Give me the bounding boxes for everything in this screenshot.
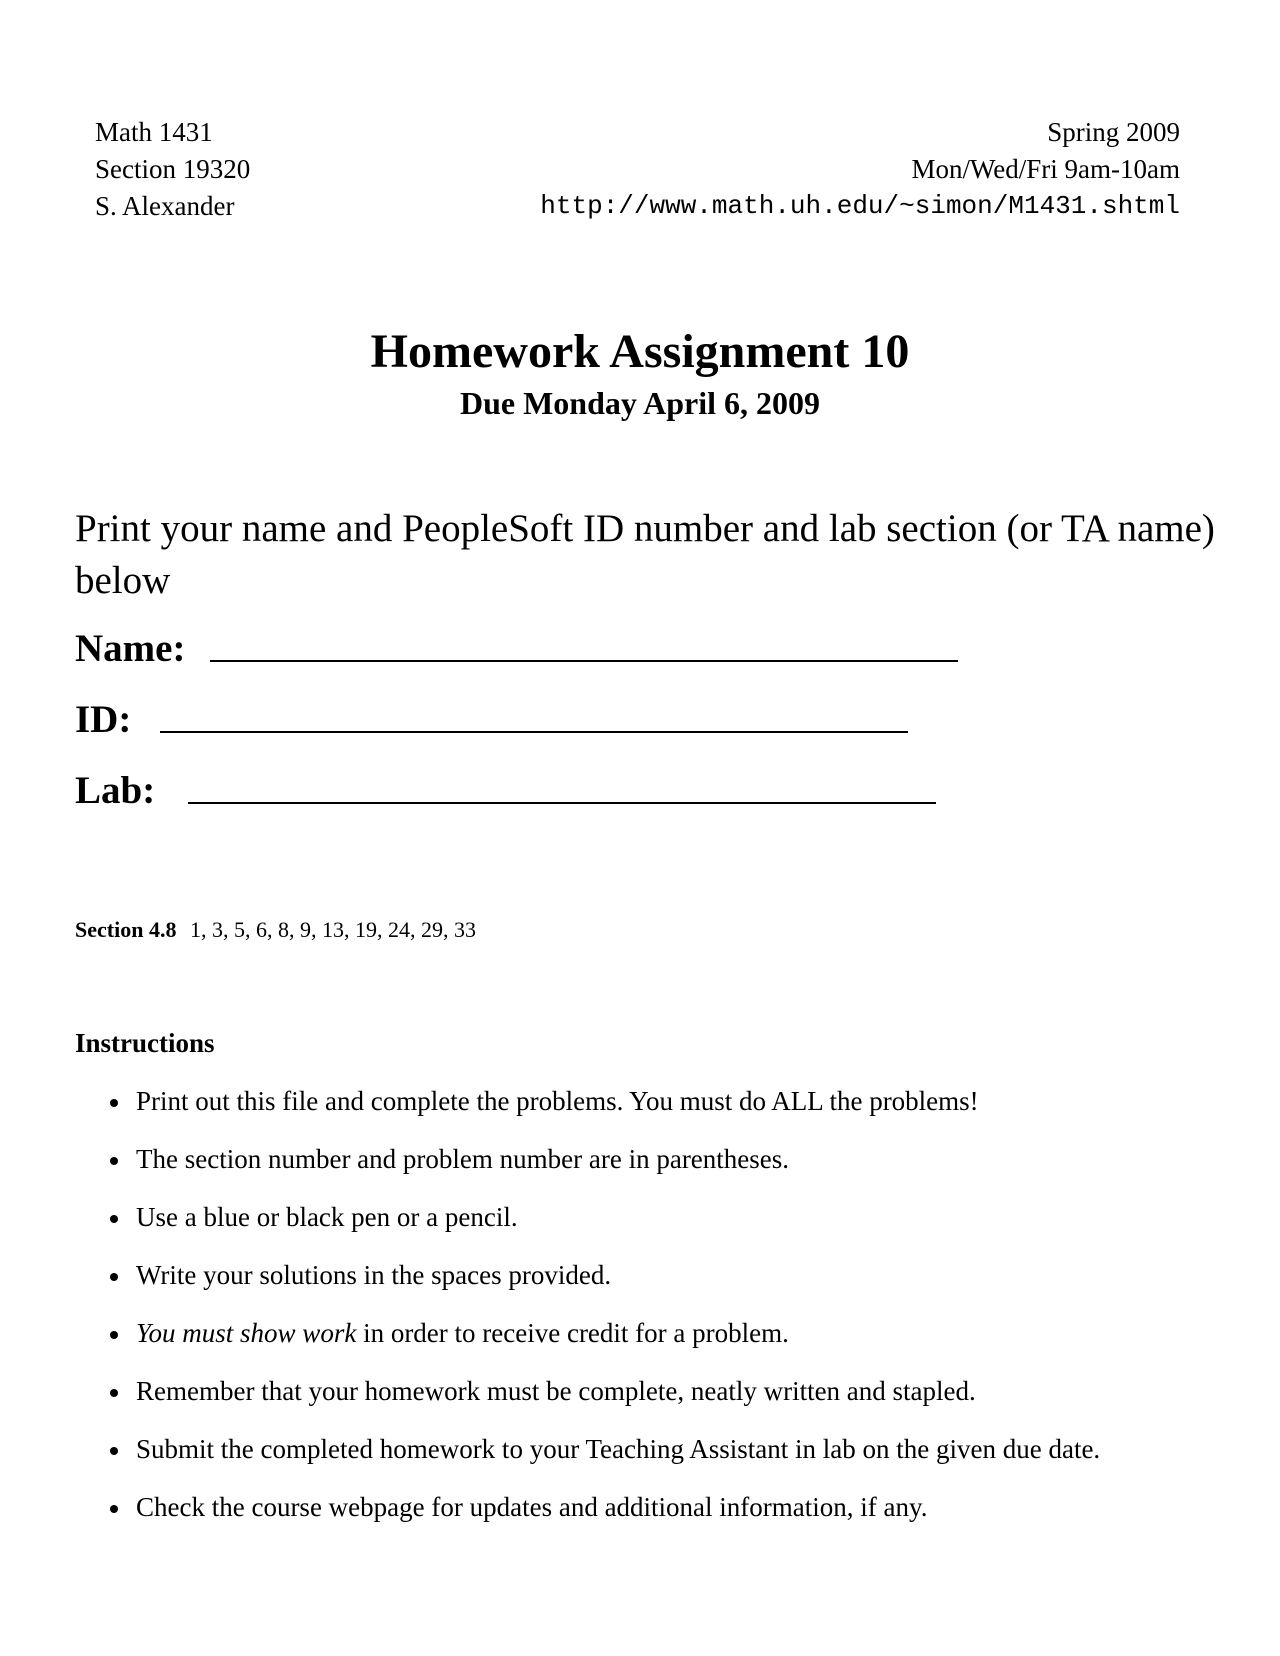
page-title: Homework Assignment 10	[370, 325, 910, 378]
list-item: Write your solutions in the spaces provided.	[108, 1257, 1100, 1315]
instruction-prompt: Print your name and PeopleSoft ID number and lab section (or TA name) below	[75, 507, 1215, 602]
bullet-icon	[110, 1389, 118, 1397]
bullet-icon	[110, 1099, 118, 1107]
id-blank-line	[160, 731, 908, 733]
name-blank-line	[210, 660, 958, 662]
term: Spring 2009	[1047, 117, 1180, 147]
bullet-icon	[110, 1215, 118, 1223]
bullet-icon	[110, 1331, 118, 1339]
list-item: Print out this file and complete the problems. You must do ALL the problems!	[108, 1083, 1100, 1141]
course-section: Section 19320	[95, 154, 251, 184]
instructions-heading: Instructions	[75, 1028, 215, 1058]
emphasis-text: You must show work	[136, 1318, 357, 1348]
course-number: Math 1431	[95, 117, 213, 147]
bullet-icon	[110, 1157, 118, 1165]
name-label: Name:	[75, 627, 186, 670]
schedule: Mon/Wed/Fri 9am-10am	[911, 154, 1180, 184]
bullet-icon	[110, 1273, 118, 1281]
bullet-icon	[110, 1447, 118, 1455]
instructor-name: S. Alexander	[95, 191, 235, 221]
bullet-icon	[110, 1505, 118, 1513]
list-item: Use a blue or black pen or a pencil.	[108, 1199, 1100, 1257]
due-date: Due Monday April 6, 2009	[459, 385, 821, 421]
term-info	[540, 114, 1180, 225]
problem-list: 1, 3, 5, 6, 8, 9, 13, 19, 24, 29, 33	[189, 917, 476, 942]
course-url: http://www.math.uh.edu/~simon/M1431.shtml	[540, 191, 1180, 221]
section-label: Section 4.8	[75, 917, 177, 942]
list-item: You must show work in order to receive credit for a problem.	[108, 1315, 1100, 1373]
assigned-problems	[75, 915, 476, 945]
list-item: Check the course webpage for updates and additional information, if any.	[108, 1489, 1100, 1547]
list-item: Submit the completed homework to your Teaching Assistant in lab on the given due date.	[108, 1431, 1100, 1489]
course-info	[95, 114, 250, 225]
lab-blank-line	[188, 802, 936, 804]
list-item: The section number and problem number are in parentheses.	[108, 1141, 1100, 1199]
list-item: Remember that your homework must be complete, neatly written and stapled.	[108, 1373, 1100, 1431]
id-label: ID:	[75, 698, 132, 741]
lab-label: Lab:	[75, 769, 156, 812]
instructions-list	[108, 1083, 1100, 1547]
